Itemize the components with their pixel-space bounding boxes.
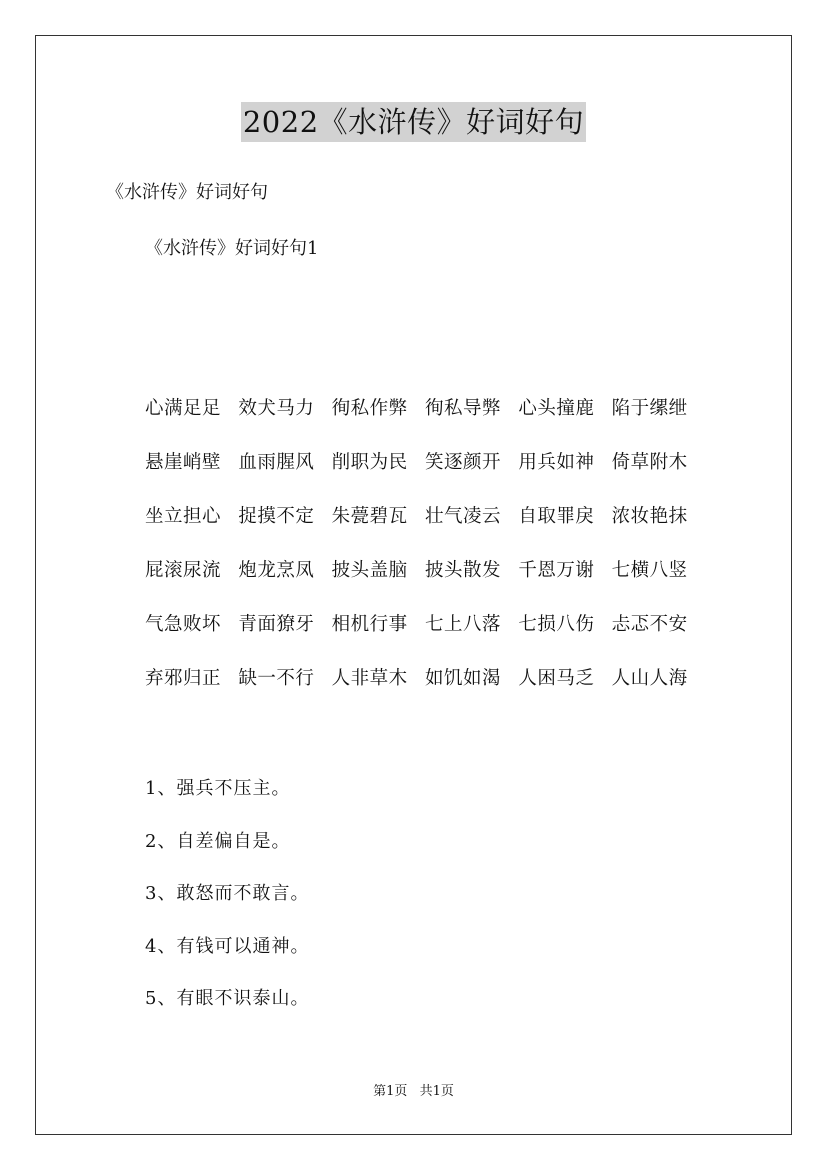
word-row <box>145 396 705 450</box>
word-row <box>145 450 705 504</box>
idiom-word: 徇私作弊 <box>331 398 408 419</box>
idiom-word: 披头盖脑 <box>331 560 408 581</box>
page-number: 第1页 <box>373 1084 408 1099</box>
idiom-word-grid <box>145 396 705 720</box>
idiom-word: 浓妆艳抹 <box>611 506 688 527</box>
sentence-item: 1、强兵不压主。 <box>145 778 291 799</box>
word-row <box>145 666 705 720</box>
sentence-item: 4、有钱可以通神。 <box>145 935 310 957</box>
idiom-word: 坐立担心 <box>145 506 222 527</box>
idiom-word: 忐忑不安 <box>611 614 688 635</box>
idiom-word: 千恩万谢 <box>518 560 595 581</box>
idiom-word: 七横八竖 <box>611 560 688 581</box>
page-total: 共1页 <box>419 1084 454 1099</box>
word-row <box>145 612 705 666</box>
idiom-word: 削职为民 <box>331 452 408 473</box>
idiom-word: 屁滚尿流 <box>145 560 222 581</box>
section-heading: 《水浒传》好词好句1 <box>145 238 319 259</box>
sentence-list <box>145 776 309 1039</box>
idiom-word: 七损八伤 <box>518 614 595 635</box>
idiom-word: 缺一不行 <box>238 668 315 689</box>
word-row <box>145 504 705 558</box>
document-subtitle: 《水浒传》好词好句 <box>106 182 268 203</box>
sentence-item: 3、敢怒而不敢言。 <box>145 883 310 904</box>
idiom-word: 用兵如神 <box>518 452 595 473</box>
idiom-word: 朱甍碧瓦 <box>331 506 408 527</box>
idiom-word: 相机行事 <box>331 614 408 635</box>
title-container <box>0 102 827 142</box>
idiom-word: 如饥如渴 <box>424 668 501 689</box>
idiom-word: 悬崖峭壁 <box>145 452 222 473</box>
idiom-word: 徇私导弊 <box>424 398 501 419</box>
idiom-word: 人非草木 <box>331 668 408 689</box>
idiom-word: 壮气凌云 <box>424 506 501 527</box>
idiom-word: 陷于缧绁 <box>611 398 688 419</box>
document-title: 2022《水浒传》好词好句 <box>241 102 586 142</box>
idiom-word: 效犬马力 <box>238 398 315 419</box>
idiom-word: 披头散发 <box>424 560 501 581</box>
idiom-word: 心满足足 <box>145 398 222 419</box>
idiom-word: 人困马乏 <box>518 668 595 689</box>
idiom-word: 心头撞鹿 <box>518 398 595 419</box>
sentence-item: 2、自差偏自是。 <box>145 830 291 852</box>
idiom-word: 七上八落 <box>424 614 501 635</box>
sentence-item: 5、有眼不识泰山。 <box>145 988 310 1009</box>
idiom-word: 炮龙烹凤 <box>238 560 315 581</box>
idiom-word: 青面獠牙 <box>238 614 315 635</box>
idiom-word: 气急败坏 <box>145 614 222 635</box>
idiom-word: 自取罪戾 <box>518 506 595 527</box>
idiom-word: 捉摸不定 <box>238 506 315 527</box>
idiom-word: 人山人海 <box>611 668 688 689</box>
idiom-word: 血雨腥风 <box>238 452 315 473</box>
page-footer <box>0 1082 827 1102</box>
idiom-word: 倚草附木 <box>611 452 688 473</box>
idiom-word: 笑逐颜开 <box>424 452 501 473</box>
word-row <box>145 558 705 612</box>
idiom-word: 弃邪归正 <box>145 668 222 689</box>
